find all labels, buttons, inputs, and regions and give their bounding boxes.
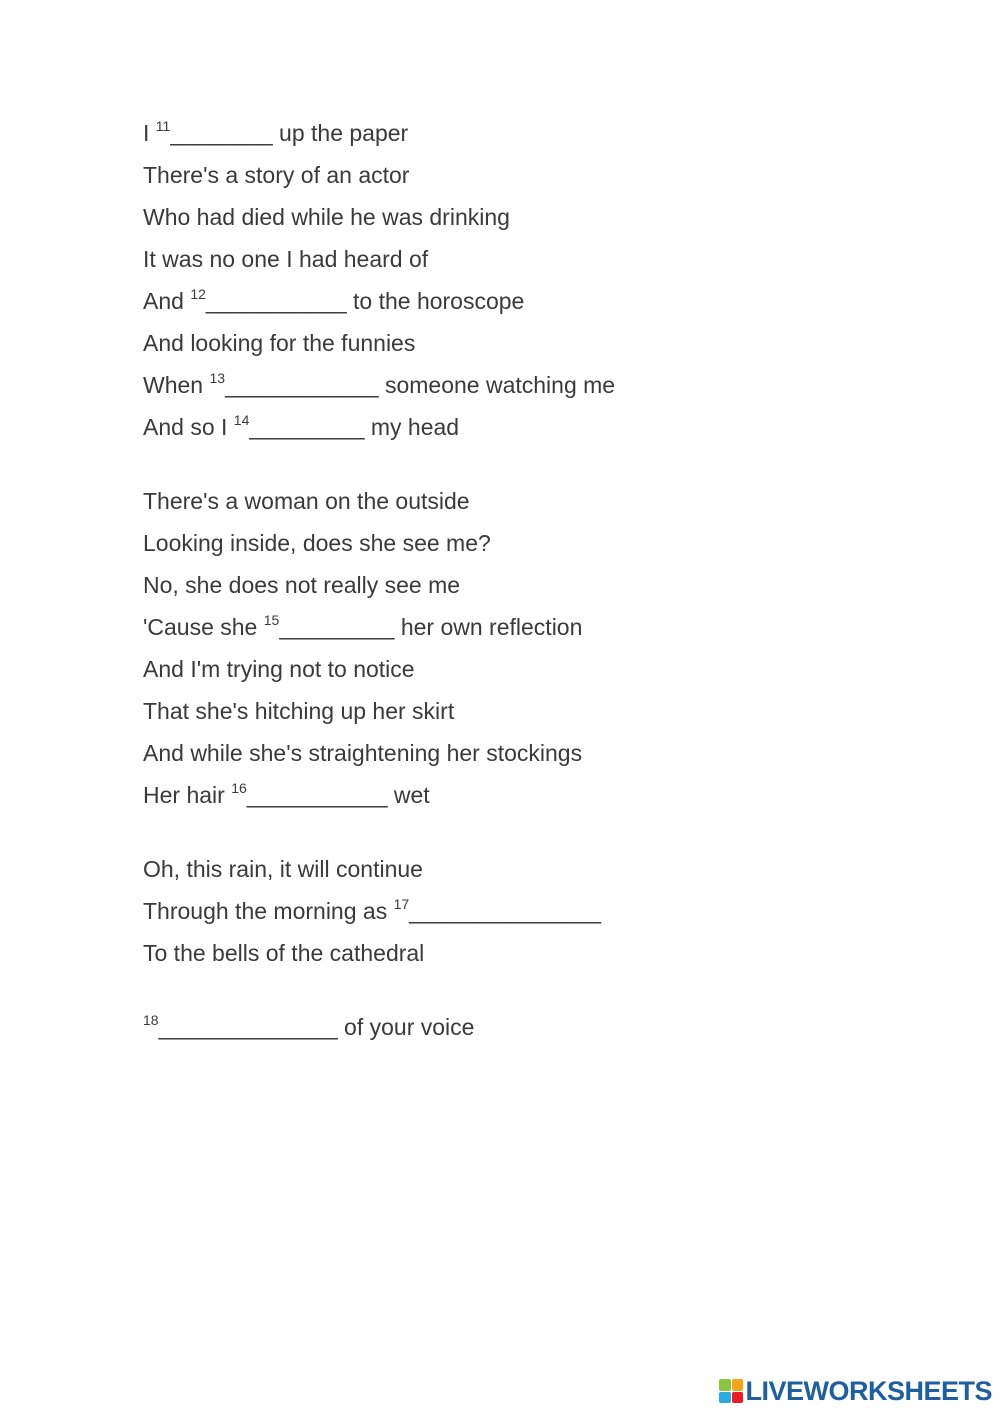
blank-field[interactable]: _______________ — [409, 898, 602, 924]
blank-number: 18 — [143, 1012, 159, 1028]
stanza-4 — [143, 1006, 943, 1048]
lyric-line: And so I $^{14}$_________ my head — [143, 412, 460, 440]
lyric-line: 'Cause she $^{15}$_________ her own reflection — [143, 612, 583, 640]
lyric-line: Oh, this rain, it will continue — [143, 856, 423, 882]
stanza-2 — [143, 480, 943, 816]
lyric-line: That she's hitching up her skirt — [143, 698, 455, 724]
blank-field[interactable]: _________ my head — [249, 414, 460, 440]
lyric-line: And while she's straightening her stockings — [143, 740, 583, 766]
lyric-line: Looking inside, does she see me? — [143, 530, 491, 556]
blank-number: 12 — [190, 286, 206, 302]
stanza-3 — [143, 848, 943, 974]
blank-number: 11 — [155, 118, 171, 134]
logo-tile — [719, 1379, 731, 1391]
lyric-line: Who had died while he was drinking — [143, 204, 510, 230]
logo-tile — [732, 1379, 744, 1391]
blank-number: 13 — [209, 370, 226, 386]
lyric-line: There's a story of an actor — [143, 162, 410, 188]
blank-field[interactable]: ________ up the paper — [170, 120, 409, 146]
logo-text: LIVEWORKSHEETS — [745, 1375, 992, 1406]
worksheet — [143, 112, 943, 1080]
blank-field[interactable]: ___________ to the horoscope — [205, 288, 525, 314]
lyric-line: To the bells of the cathedral — [143, 940, 425, 966]
blank-number: 17 — [393, 896, 410, 912]
lyric-line: And looking for the funnies — [143, 330, 416, 356]
logo-tile — [732, 1392, 744, 1404]
blank-field[interactable]: ____________ someone watching me — [225, 372, 616, 398]
lyric-line: When $^{13}$____________ someone watching me — [143, 370, 616, 398]
lyric-line: No, she does not really see me — [143, 572, 461, 598]
stanza-1 — [143, 112, 943, 448]
blank-field[interactable]: ______________ of your voice — [158, 1014, 475, 1040]
lyric-line: Her hair $^{16}$___________ wet — [143, 780, 430, 808]
lyric-line: And I'm trying not to notice — [143, 656, 415, 682]
lyric-line: I $^{11}$________ up the paper — [143, 118, 409, 146]
logo-tile — [719, 1392, 731, 1404]
lyric-line: Through the morning as $^{17}$_______________ — [143, 896, 602, 924]
liveworksheets-logo — [719, 1377, 992, 1405]
lyric-line: And $^{12}$___________ to the horoscope — [143, 286, 525, 314]
lyric-line: It was no one I had heard of — [143, 246, 429, 272]
lyric-line — [143, 1006, 943, 1048]
liveworksheets-logo-icon — [719, 1379, 743, 1403]
blank-number: 16 — [231, 780, 247, 796]
blank-field[interactable]: _________ her own reflection — [279, 614, 583, 640]
blank-number: 15 — [263, 612, 280, 628]
lyric-line: There's a woman on the outside — [143, 488, 470, 514]
blank-field[interactable]: ___________ wet — [246, 782, 430, 808]
blank-number: 14 — [233, 412, 250, 428]
